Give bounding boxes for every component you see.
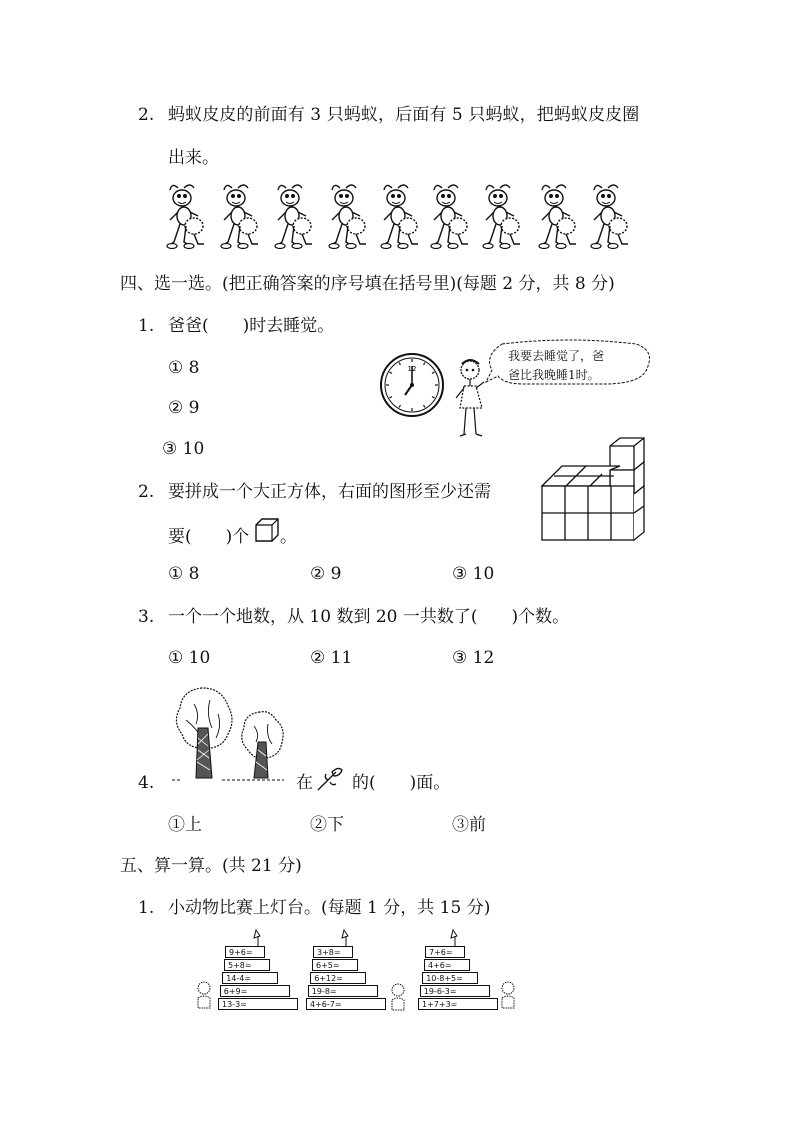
question-number: 1.	[138, 898, 155, 918]
ant-2[interactable]	[221, 185, 258, 249]
question-number: 4.	[138, 773, 155, 793]
speech-line-1: 我要去睡觉了，爸	[508, 349, 605, 363]
trees-picture	[172, 684, 284, 788]
question-text-in: 在	[296, 773, 313, 793]
ant-8[interactable]	[539, 185, 576, 249]
tree-left	[176, 688, 232, 778]
section-heading: 四、选一选。(把正确答案的序号填在括号里)(每题 2 分，共 8 分)	[120, 274, 615, 294]
tower-2-step-2[interactable]: 6+5=	[312, 959, 358, 971]
question-number: 1.	[138, 316, 155, 336]
question-text-continued: 出来。	[168, 148, 219, 168]
tree-right	[242, 712, 283, 778]
tower-2-step-4[interactable]: 19-8=	[308, 985, 378, 997]
question-number: 2.	[138, 105, 155, 125]
option-2[interactable]: ②下	[310, 815, 344, 835]
cube-structure	[540, 436, 650, 544]
tower-1-step-1[interactable]: 9+6=	[225, 946, 265, 958]
tower-3-step-3[interactable]: 10-8+5=	[422, 972, 478, 984]
ant-6[interactable]	[431, 185, 468, 249]
option-1[interactable]: ① 8	[168, 564, 200, 584]
tower-3-step-4[interactable]: 19-6-3=	[420, 985, 490, 997]
option-3[interactable]: ③ 12	[452, 648, 495, 668]
ant-3[interactable]	[275, 185, 312, 249]
ant-4[interactable]	[329, 185, 366, 249]
option-3[interactable]: ③ 10	[162, 439, 205, 459]
question-text: 要拼成一个大正方体，右面的图形至少还需	[168, 482, 491, 502]
option-3[interactable]: ③前	[452, 815, 486, 835]
option-2[interactable]: ② 9	[310, 564, 342, 584]
bird-icon	[316, 766, 344, 792]
question-text-pre: 要( )个	[168, 527, 250, 547]
tower-1-step-4[interactable]: 6+9=	[220, 985, 290, 997]
ant-1[interactable]	[167, 185, 204, 249]
ant-row	[160, 182, 650, 260]
speech-line-2: 爸比我晚睡1时。	[508, 368, 600, 382]
option-1[interactable]: ① 10	[168, 648, 211, 668]
option-3[interactable]: ③ 10	[452, 564, 495, 584]
question-text: 小动物比赛上灯台。(每题 1 分，共 15 分)	[168, 898, 491, 918]
question-number: 2.	[138, 482, 155, 502]
tower-3-step-2[interactable]: 4+6=	[424, 959, 470, 971]
tower-1-step-3[interactable]: 14-4=	[222, 972, 278, 984]
tower-1-step-5[interactable]: 13-3=	[218, 998, 298, 1010]
question-text-post: 。	[280, 527, 297, 547]
ant-9[interactable]	[591, 185, 628, 249]
question-number: 3.	[138, 607, 155, 627]
small-cube-icon	[254, 517, 280, 543]
tower-3-step-1[interactable]: 7+6=	[425, 946, 465, 958]
question-text: 蚂蚁皮皮的前面有 3 只蚂蚁，后面有 5 只蚂蚁，把蚂蚁皮皮圈	[168, 105, 640, 125]
tower-2-step-1[interactable]: 3+8=	[313, 946, 353, 958]
question-text-of: 的( )面。	[352, 773, 451, 793]
tower-2-step-5[interactable]: 4+6-7=	[306, 998, 386, 1010]
option-1[interactable]: ① 8	[168, 358, 200, 378]
question-text: 一个一个地数，从 10 数到 20 一共数了( )个数。	[168, 607, 570, 627]
tower-2-step-3[interactable]: 6+12=	[310, 972, 366, 984]
clock-icon	[379, 352, 445, 418]
tower-3-step-5[interactable]: 1+7+3=	[418, 998, 498, 1010]
lighthouse-towers	[190, 928, 530, 1012]
tower-1-step-2[interactable]: 5+8=	[224, 959, 270, 971]
ant-7[interactable]	[483, 185, 520, 249]
option-2[interactable]: ② 9	[168, 398, 200, 418]
clock-twelve: 12	[407, 365, 417, 373]
section-heading: 五、算一算。(共 21 分)	[120, 856, 302, 876]
ant-5[interactable]	[381, 185, 418, 249]
option-1[interactable]: ①上	[168, 815, 202, 835]
option-2[interactable]: ② 11	[310, 648, 353, 668]
question-text: 爸爸( )时去睡觉。	[168, 316, 335, 336]
